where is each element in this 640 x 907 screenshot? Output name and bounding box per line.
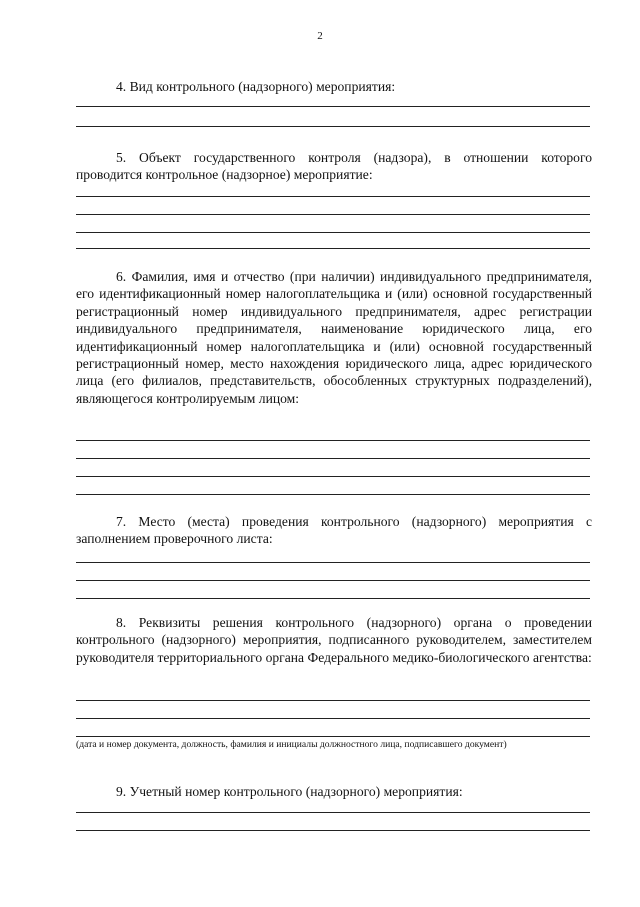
page-number: 2 xyxy=(317,30,323,42)
blank-line xyxy=(76,196,590,197)
blank-line xyxy=(76,598,590,599)
blank-line xyxy=(76,440,590,441)
blank-line xyxy=(76,494,590,495)
section-5-title: 5. Объект государственного контроля (надзора), в отношении которого проводится контрольное (надзорное) мероприятие: xyxy=(76,150,592,183)
section-9-title: 9. Учетный номер контрольного (надзорного) мероприятия: xyxy=(116,784,463,799)
section-6-title: 6. Фамилия, имя и отчество (при наличии) индивидуального предпринимателя, его идентификационный номер налогоплательщика и (или) основной государственный регистрационный номер индивидуального предпринимателя, адрес регистрации индивидуального предпринимателя, наименование юридического лица, его идентификационный номер налогоплательщика и (или) основной государственный регистрационный номер, место нахождения юридического лица, адрес юридического лица (его филиалов, представительств, обособленных структурных подразделений), являющегося контролируемым лицом: xyxy=(76,269,592,406)
blank-line xyxy=(76,106,590,107)
document-note: (дата и номер документа, должность, фамилия и инициалы должностного лица, подписавшего документ) xyxy=(76,739,507,750)
blank-line xyxy=(76,232,590,233)
blank-line xyxy=(76,736,590,737)
blank-line xyxy=(76,812,590,813)
blank-line xyxy=(76,126,590,127)
blank-line xyxy=(76,718,590,719)
blank-line xyxy=(76,476,590,477)
blank-line xyxy=(76,580,590,581)
section-8-title: 8. Реквизиты решения контрольного (надзорного) органа о проведении контрольного (надзорного) мероприятия, подписанного руководителем, заместителем руководителя территориального органа Федерального медико-биологического агентства: xyxy=(76,615,592,665)
section-7-title: 7. Место (места) проведения контрольного (надзорного) мероприятия с заполнением проверочного листа: xyxy=(76,514,592,547)
blank-line xyxy=(76,700,590,701)
blank-line xyxy=(76,248,590,249)
blank-line xyxy=(76,214,590,215)
blank-line xyxy=(76,458,590,459)
blank-line xyxy=(76,562,590,563)
section-4-title: 4. Вид контрольного (надзорного) мероприятия: xyxy=(116,79,396,94)
blank-line xyxy=(76,830,590,831)
